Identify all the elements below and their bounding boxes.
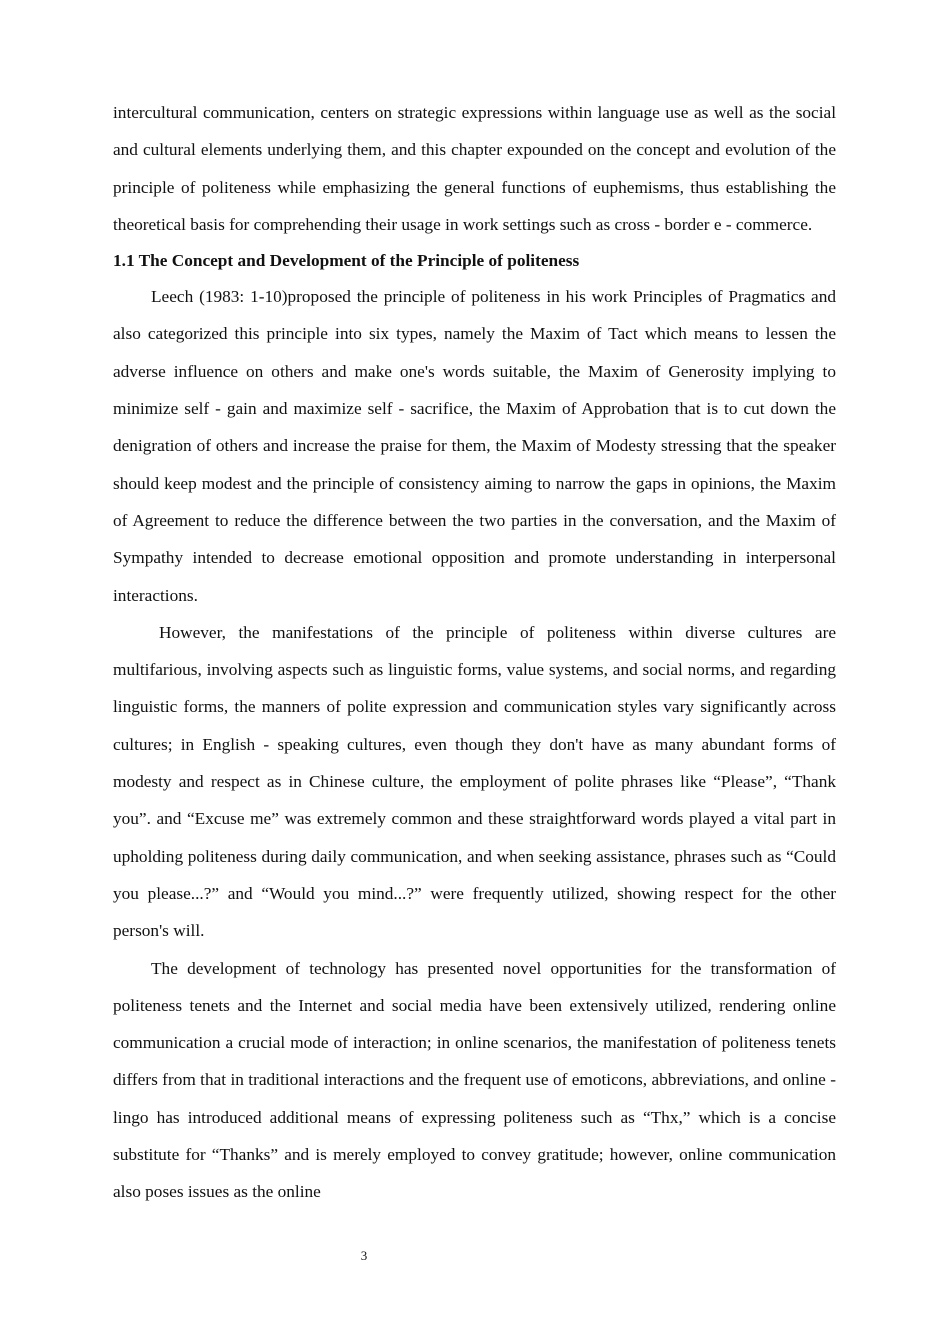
section-heading: 1.1 The Concept and Development of the Principle of politeness — [113, 251, 580, 271]
cultural-manifestations-paragraph: However, the manifestations of the principle of politeness within diverse cultures are multifarious, involving aspects such as linguistic forms, value systems, and social norms, and regarding linguistic forms, the manners of polite expression and communication styles vary significantly across cultures; in English - speaking cultures, even though they don't have as many abundant forms of modesty and respect as in Chinese culture, the employment of polite phrases like “Please”, “Thank you”. and “Excuse me” was extremely common and these straightforward words played a vital part in upholding politeness during daily communication, and when seeking assistance, phrases such as “Could you please...?” and “Would you mind...?” were frequently utilized, showing respect for the other person's will. — [113, 622, 836, 941]
technology-paragraph: The development of technology has presented novel opportunities for the transformation of politeness tenets and the Internet and social media have been extensively utilized, rendering online communication a crucial mode of interaction; in online scenarios, the manifestation of politeness tenets differs from that in traditional interactions and the frequent use of emoticons, abbreviations, and online - lingo has introduced additional means of expressing politeness such as “Thx,” which is a concise substitute for “Thanks” and is merely employed to convey gratitude; however, online communication also poses issues as the online — [113, 958, 836, 1202]
page-body — [113, 94, 836, 1211]
intro-paragraph-continuation: intercultural communication, centers on strategic expressions within language use as well as the social and cultural elements underlying them, and this chapter expounded on the concept and evolution of the principle of politeness while emphasizing the general functions of euphemisms, thus establishing the theoretical basis for comprehending their usage in work settings such as cross - border e - commerce. — [113, 103, 836, 234]
leech-paragraph: Leech (1983: 1-10)proposed the principle of politeness in his work Principles of Pragmatics and also categorized this principle into six types, namely the Maxim of Tact which means to lessen the adverse influence on others and make one's words suitable, the Maxim of Generosity implying to minimize self - gain and maximize self - sacrifice, the Maxim of Approbation that is to cut down the denigration of others and increase the praise for them, the Maxim of Modesty stressing that the speaker should keep modest and the principle of consistency aiming to narrow the gaps in opinions, the Maxim of Agreement to reduce the difference between the two parties in the conversation, and the Maxim of Sympathy intended to decrease emotional opposition and promote understanding in interpersonal interactions. — [113, 287, 836, 605]
page-number: 3 — [360, 1248, 368, 1263]
